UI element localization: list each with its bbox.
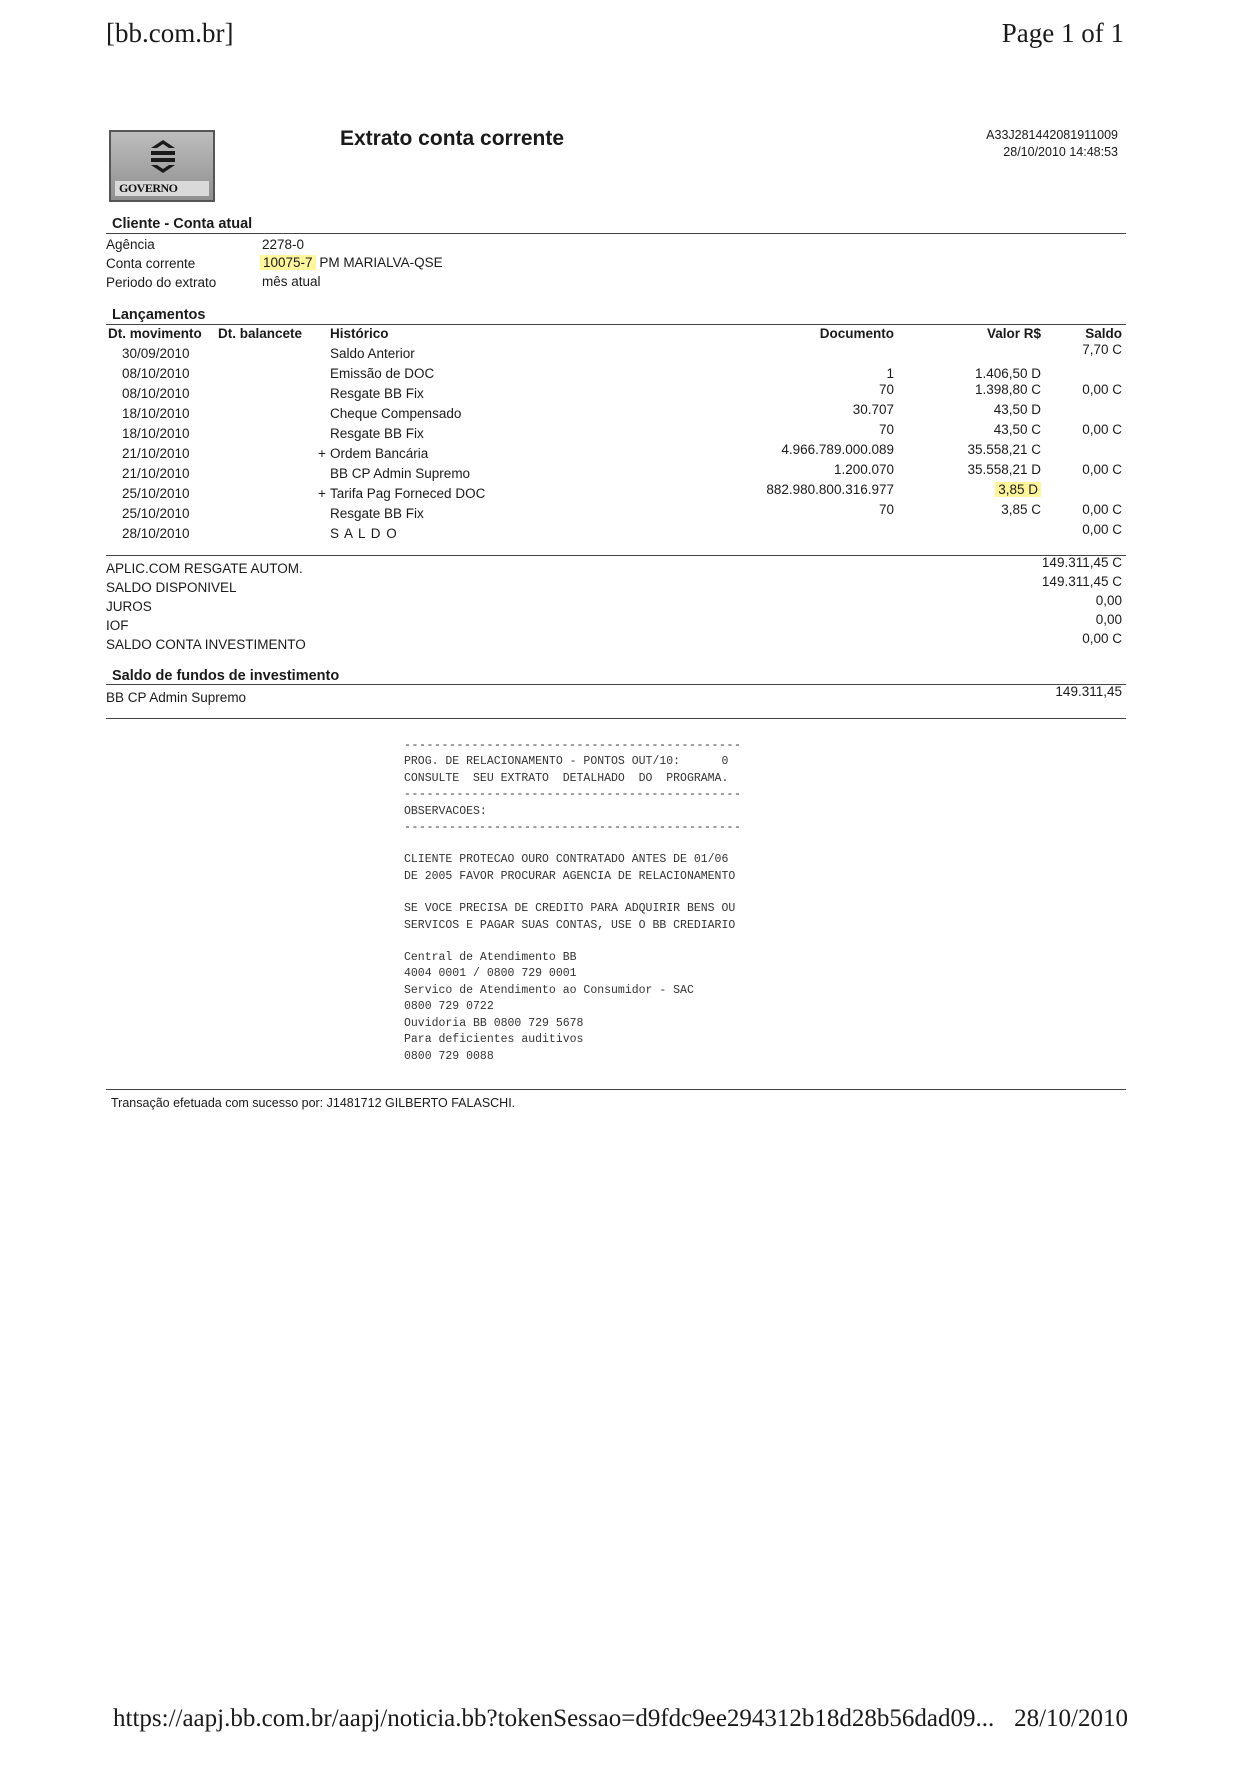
- period-value: mês atual: [262, 274, 321, 289]
- notes-line: 4004 0001 / 0800 729 0001: [404, 967, 577, 981]
- reference-datetime: 28/10/2010 14:48:53: [1003, 145, 1118, 159]
- entry-document: 1: [886, 366, 894, 381]
- entry-value: 35.558,21 D: [967, 462, 1041, 477]
- entry-document: 70: [878, 422, 894, 437]
- entry-date: 08/10/2010: [122, 386, 190, 401]
- page-title: Extrato conta corrente: [340, 127, 565, 150]
- bank-logo: [109, 130, 215, 202]
- notes-line: SERVICOS E PAGAR SUAS CONTAS, USE O BB CREDIARIO: [404, 918, 736, 932]
- summary-value: 0,00: [1095, 593, 1122, 608]
- entry-balance: 7,70 C: [1082, 342, 1122, 357]
- notes-line: DE 2005 FAVOR PROCURAR AGENCIA DE RELACIONAMENTO: [404, 869, 736, 883]
- entry-history: Tarifa Pag Forneced DOC: [330, 486, 486, 501]
- col-header-dt-movimento: Dt. movimento: [108, 326, 202, 341]
- notes-line: OBSERVACOES:: [404, 804, 487, 818]
- page-footer-date: 28/10/2010: [1014, 1705, 1128, 1732]
- entry-value: 35.558,21 C: [967, 442, 1041, 457]
- table-row: [0, 502, 1244, 526]
- entry-value: 3,85 C: [1001, 502, 1041, 517]
- entry-document: 882.980.800.316.977: [766, 482, 894, 497]
- account-number: 10075-7: [260, 255, 316, 270]
- fund-value: 149.311,45: [1055, 684, 1122, 699]
- divider: [106, 684, 1126, 685]
- divider: [106, 233, 1126, 234]
- entry-value: 43,50 C: [993, 422, 1041, 437]
- entry-date: 21/10/2010: [122, 466, 190, 481]
- page-number: Page 1 of 1: [1001, 18, 1124, 48]
- entry-document: 30.707: [852, 402, 894, 417]
- summary-label: SALDO CONTA INVESTIMENTO: [106, 637, 306, 652]
- entry-document: 1.200.070: [833, 462, 894, 477]
- col-header-valor: Valor R$: [986, 326, 1041, 341]
- entry-history: Cheque Compensado: [330, 406, 462, 421]
- col-header-saldo: Saldo: [1085, 326, 1122, 341]
- table-row: [0, 342, 1244, 366]
- entry-balance: 0,00 C: [1082, 462, 1122, 477]
- reference-code: A33J281442081911009: [986, 128, 1118, 142]
- entry-balance: 0,00 C: [1082, 422, 1122, 437]
- entry-value: 1.406,50 D: [974, 366, 1041, 381]
- notes-line: SE VOCE PRECISA DE CREDITO PARA ADQUIRIR BENS OU: [404, 902, 736, 916]
- account-label: Conta corrente: [106, 256, 196, 271]
- notes-line: Servico de Atendimento ao Consumidor - SAC: [404, 983, 694, 997]
- table-row: [0, 442, 1244, 466]
- entry-document: 70: [878, 502, 894, 517]
- dashed-line: ---------------------------------------------: [404, 739, 742, 752]
- entry-balance: 0,00 C: [1082, 522, 1122, 537]
- notes-block: [404, 738, 742, 1065]
- agency-value: 2278-0: [262, 237, 305, 252]
- notes-line: Ouvidoria BB 0800 729 5678: [404, 1016, 584, 1030]
- divider: [106, 718, 1126, 719]
- entry-value-highlighted: 3,85 D: [995, 482, 1041, 497]
- summary-label: IOF: [106, 618, 129, 633]
- entry-value: 43,50 D: [993, 402, 1041, 417]
- entry-balance: 0,00 C: [1082, 502, 1122, 517]
- entry-balance: 0,00 C: [1082, 382, 1122, 397]
- summary-value: 149.311,45 C: [1041, 574, 1122, 589]
- entry-history: S A L D O: [330, 526, 398, 541]
- logo-text: GOVERNO: [115, 181, 209, 196]
- entry-history: Resgate BB Fix: [330, 506, 424, 521]
- page-footer-url: https://aapj.bb.com.br/aapj/noticia.bb?tokenSessao=d9fdc9ee294312b18d28b56dad09...: [113, 1705, 995, 1732]
- summary-label: APLIC.COM RESGATE AUTOM.: [106, 561, 303, 576]
- table-row: [0, 366, 1244, 386]
- transaction-note: Transação efetuada com sucesso por: J1481712 GILBERTO FALASCHI.: [111, 1096, 516, 1110]
- agency-label: Agência: [106, 237, 155, 252]
- entry-date: 25/10/2010: [122, 506, 190, 521]
- summary-label: SALDO DISPONIVEL: [106, 580, 237, 595]
- entry-date: 25/10/2010: [122, 486, 190, 501]
- notes-line: Central de Atendimento BB: [404, 951, 577, 965]
- account-value: [260, 255, 443, 270]
- dashed-line: ---------------------------------------------: [404, 788, 742, 802]
- table-row: [0, 522, 1244, 546]
- period-label: Periodo do extrato: [106, 275, 217, 290]
- page-site-header: [bb.com.br]: [106, 18, 234, 48]
- entry-plus-sign: +: [318, 486, 326, 501]
- table-row: [0, 402, 1244, 426]
- notes-line: 0800 729 0722: [404, 1000, 494, 1014]
- summary-value: 0,00: [1095, 612, 1122, 627]
- table-row: [0, 382, 1244, 406]
- entry-history: BB CP Admin Supremo: [330, 466, 471, 481]
- entry-value: 1.398,80 C: [974, 382, 1041, 397]
- entry-history: Saldo Anterior: [330, 346, 415, 361]
- entry-date: 18/10/2010: [122, 426, 190, 441]
- entry-history: Ordem Bancária: [330, 446, 429, 461]
- dashed-line: ---------------------------------------------: [404, 821, 742, 835]
- entry-document: 70: [878, 382, 894, 397]
- col-header-documento: Documento: [819, 326, 894, 341]
- summary-value: 0,00 C: [1082, 631, 1122, 646]
- divider: [106, 1089, 1126, 1090]
- entry-document: 4.966.789.000.089: [781, 442, 894, 457]
- divider: [106, 324, 1126, 325]
- account-name: PM MARIALVA-QSE: [319, 255, 443, 270]
- entry-history: Emissão de DOC: [330, 366, 435, 381]
- col-header-dt-balancete: Dt. balancete: [218, 326, 303, 341]
- client-section-title: Cliente - Conta atual: [112, 216, 253, 232]
- entry-history: Resgate BB Fix: [330, 426, 424, 441]
- entry-plus-sign: +: [318, 446, 326, 461]
- notes-line: Para deficientes auditivos: [404, 1033, 584, 1047]
- entry-date: 28/10/2010: [122, 526, 190, 541]
- notes-line: PROG. DE RELACIONAMENTO - PONTOS OUT/10: 0: [404, 755, 729, 769]
- fund-name: BB CP Admin Supremo: [106, 690, 247, 705]
- table-row: [0, 482, 1244, 506]
- col-header-historico: Histórico: [330, 326, 389, 341]
- entries-section-title: Lançamentos: [112, 307, 206, 323]
- table-row: [0, 422, 1244, 446]
- entry-history: Resgate BB Fix: [330, 386, 424, 401]
- table-row: [0, 462, 1244, 486]
- notes-line: CLIENTE PROTECAO OURO CONTRATADO ANTES DE 01/06: [404, 853, 729, 867]
- entry-date: 30/09/2010: [122, 346, 190, 361]
- summary-label: JUROS: [106, 599, 152, 614]
- notes-line: CONSULTE SEU EXTRATO DETALHADO DO PROGRAMA.: [404, 771, 729, 785]
- banco-do-brasil-logo-icon: [143, 138, 183, 174]
- notes-line: 0800 729 0088: [404, 1049, 494, 1063]
- entry-date: 18/10/2010: [122, 406, 190, 421]
- summary-value: 149.311,45 C: [1041, 555, 1122, 570]
- funds-section-title: Saldo de fundos de investimento: [112, 668, 340, 684]
- entry-date: 08/10/2010: [122, 366, 190, 381]
- divider: [106, 555, 1126, 556]
- entry-date: 21/10/2010: [122, 446, 190, 461]
